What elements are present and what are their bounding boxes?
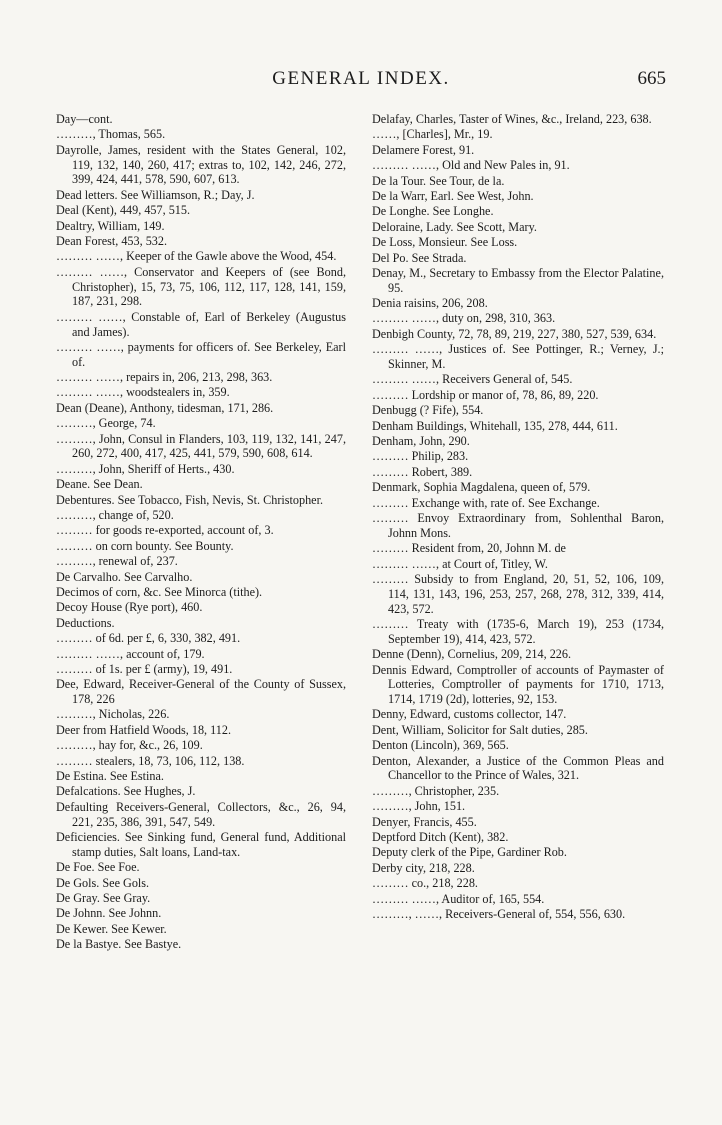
index-entry: ……… Subsidy to from England, 20, 51, 52, 106, 109, 114, 131, 143, 196, 253, 257, 268, 278, 312, 339, 414, 423, 572. xyxy=(372,571,664,616)
index-entry: Delamere Forest, 91. xyxy=(372,142,475,157)
index-entry: De Gray. See Gray. xyxy=(56,890,151,905)
index-entry: ………, John, Sheriff of Herts., 430. xyxy=(56,461,235,476)
index-entry: ……, [Charles], Mr., 19. xyxy=(372,127,493,142)
index-entry: Defaulting Receivers-General, Collectors, &c., 26, 94, 221, 235, 386, 391, 547, 549. xyxy=(56,799,346,829)
index-entry: Defalcations. See Hughes, J. xyxy=(56,784,196,799)
index-entry: Denay, M., Secretary to Embassy from the Elector Palatine, 95. xyxy=(372,265,664,295)
index-entry: Dayrolle, James, resident with the States General, 102, 119, 132, 140, 260, 417; extras to, 102, 142, 246, 272, 399, 424, 441, 578, 590, 607, 613. xyxy=(56,142,346,187)
index-entry: De Loss, Monsieur. See Loss. xyxy=(372,235,518,250)
index-entry: ……… for goods re-exported, account of, 3. xyxy=(56,523,274,538)
index-entry: De Johnn. See Johnn. xyxy=(56,906,162,921)
page-title: GENERAL INDEX. xyxy=(272,68,450,89)
index-entry: ………, hay for, &c., 26, 109. xyxy=(56,738,203,753)
index-entry: ………, renewal of, 237. xyxy=(56,554,178,569)
index-entry: ………, ……, Receivers-General of, 554, 556, 630. xyxy=(372,906,626,921)
index-entry: Deductions. xyxy=(56,615,115,630)
index-entry: Dealtry, William, 149. xyxy=(56,218,165,233)
page-header xyxy=(0,68,722,98)
left-index-column xyxy=(56,112,346,953)
index-entry: Derby city, 218, 228. xyxy=(372,860,475,875)
index-entry: ………, John, 151. xyxy=(372,799,466,814)
index-entry: Denham Buildings, Whitehall, 135, 278, 444, 611. xyxy=(372,418,618,433)
index-entry: ……… ……, Auditor of, 165, 554. xyxy=(372,891,545,906)
index-entry: Deficiencies. See Sinking fund, General fund, Additional stamp duties, Salt loans, Land-tax. xyxy=(56,830,346,859)
index-entry: ……… Lordship or manor of, 78, 86, 89, 220. xyxy=(372,387,599,402)
index-entry: Denham, John, 290. xyxy=(372,434,470,449)
index-entry: Day—cont. xyxy=(56,112,113,126)
index-entry: Deputy clerk of the Pipe, Gardiner Rob. xyxy=(372,845,567,860)
index-entry: ……… on corn bounty. See Bounty. xyxy=(56,538,234,553)
index-entry: De Kewer. See Kewer. xyxy=(56,921,167,936)
index-entry: Dent, William, Solicitor for Salt duties, 285. xyxy=(372,722,588,737)
index-entry: ……… ……, Keeper of the Gawle above the Wood, 454. xyxy=(56,249,337,264)
index-entry: Denne (Denn), Cornelius, 209, 214, 226. xyxy=(372,647,572,662)
index-entry: Denbigh County, 72, 78, 89, 219, 227, 380, 527, 539, 634. xyxy=(372,326,657,341)
index-entry: Dean Forest, 453, 532. xyxy=(56,233,168,248)
index-entry: Dean (Deane), Anthony, tidesman, 171, 286. xyxy=(56,400,274,415)
index-entry: ……… ……, repairs in, 206, 213, 298, 363. xyxy=(56,370,273,385)
index-entry: ……… of 6d. per £, 6, 330, 382, 491. xyxy=(56,631,241,646)
index-entry: ……… ……, payments for officers of. See Berkeley, Earl of. xyxy=(56,339,346,369)
right-index-column xyxy=(372,112,664,922)
index-entry: Del Po. See Strada. xyxy=(372,250,467,265)
index-entry: Denia raisins, 206, 208. xyxy=(372,296,488,311)
index-entry: Deptford Ditch (Kent), 382. xyxy=(372,830,509,845)
index-entry: ………, Thomas, 565. xyxy=(56,127,166,142)
index-entry: ……… Robert, 389. xyxy=(372,464,473,479)
index-entry: De la Tour. See Tour, de la. xyxy=(372,173,505,188)
index-entry: ………, Christopher, 235. xyxy=(372,783,500,798)
index-entry: ……… Philip, 283. xyxy=(372,449,469,464)
index-entry: ………, change of, 520. xyxy=(56,508,174,522)
index-entry: ……… ……, Conservator and Keepers of (see Bond, Christopher), 15, 73, 75, 106, 112, 117, 128, 141, 159, 187, 231, 298. xyxy=(56,264,346,309)
index-entry: De la Bastye. See Bastye. xyxy=(56,937,182,952)
index-entry: ……… ……, woodstealers in, 359. xyxy=(56,385,230,400)
index-entry: ………, John, Consul in Flanders, 103, 119, 132, 141, 247, 260, 272, 400, 417, 425, 441, 579, 590, 608, 614. xyxy=(56,431,346,461)
index-entry: ……… Exchange with, rate of. See Exchange. xyxy=(372,495,600,510)
index-entry: Denton (Lincoln), 369, 565. xyxy=(372,738,509,753)
index-entry: Deloraine, Lady. See Scott, Mary. xyxy=(372,219,537,234)
index-entry: ………, George, 74. xyxy=(56,416,156,431)
index-entry: Denny, Edward, customs collector, 147. xyxy=(372,707,567,722)
index-entry: De Longhe. See Longhe. xyxy=(372,204,494,219)
index-entry: De Foe. See Foe. xyxy=(56,860,140,875)
index-entry: Denyer, Francis, 455. xyxy=(372,814,477,829)
index-entry: De Carvalho. See Carvalho. xyxy=(56,569,193,584)
index-entry: Deane. See Dean. xyxy=(56,477,143,492)
index-entry: De Estina. See Estina. xyxy=(56,769,164,784)
index-entry: Deer from Hatfield Woods, 18, 112. xyxy=(56,722,232,737)
index-entry: De Gols. See Gols. xyxy=(56,875,150,890)
index-entry: ……… stealers, 18, 73, 106, 112, 138. xyxy=(56,753,245,768)
index-entry: Denbugg (? Fife), 554. xyxy=(372,403,484,418)
index-entry: Dee, Edward, Receiver-General of the County of Sussex, 178, 226 xyxy=(56,677,346,707)
index-entry: ………, Nicholas, 226. xyxy=(56,707,170,722)
index-entry: ……… ……, Receivers General of, 545. xyxy=(372,372,573,387)
index-entry: Denton, Alexander, a Justice of the Common Pleas and Chancellor to the Prince of Wales, 321. xyxy=(372,753,664,783)
index-entry: ……… ……, Old and New Pales in, 91. xyxy=(372,158,570,173)
index-entry: ……… Resident from, 20, Johnn M. de xyxy=(372,541,566,556)
index-entry: ……… ……, duty on, 298, 310, 363. xyxy=(372,311,556,326)
index-entry: Dennis Edward, Comptroller of accounts of Paymaster of Lotteries, Comptroller of payments for 1710, 1713, 1714, 1719 (2d), lotteries, 92, 153. xyxy=(372,662,664,707)
index-entry: Debentures. See Tobacco, Fish, Nevis, St. Christopher. xyxy=(56,492,324,507)
index-entry: ……… ……, Constable of, Earl of Berkeley (Augustus and James). xyxy=(56,309,346,339)
index-entry: ……… Envoy Extraordinary from, Sohlenthal Baron, Johnn Mons. xyxy=(372,510,664,540)
index-entry: ……… ……, at Court of, Titley, W. xyxy=(372,556,548,571)
page-number: 665 xyxy=(637,68,666,89)
index-entry: Denmark, Sophia Magdalena, queen of, 579. xyxy=(372,480,591,495)
index-entry: ……… co., 218, 228. xyxy=(372,876,478,891)
index-entry: ……… ……, Justices of. See Pottinger, R.; Verney, J.; Skinner, M. xyxy=(372,342,664,372)
index-entry: Decoy House (Rye port), 460. xyxy=(56,600,203,615)
index-entry: De la Warr, Earl. See West, John. xyxy=(372,188,534,203)
index-entry: Decimos of corn, &c. See Minorca (tithe). xyxy=(56,584,263,599)
index-entry: ……… Treaty with (1735-6, March 19), 253 (1734, September 19), 414, 423, 572. xyxy=(372,616,664,646)
index-entry: Delafay, Charles, Taster of Wines, &c., Ireland, 223, 638. xyxy=(372,112,652,126)
index-entry: Dead letters. See Williamson, R.; Day, J. xyxy=(56,187,255,202)
index-entry: ……… ……, account of, 179. xyxy=(56,646,205,661)
index-entry: ……… of 1s. per £ (army), 19, 491. xyxy=(56,661,233,676)
index-entry: Deal (Kent), 449, 457, 515. xyxy=(56,203,191,218)
